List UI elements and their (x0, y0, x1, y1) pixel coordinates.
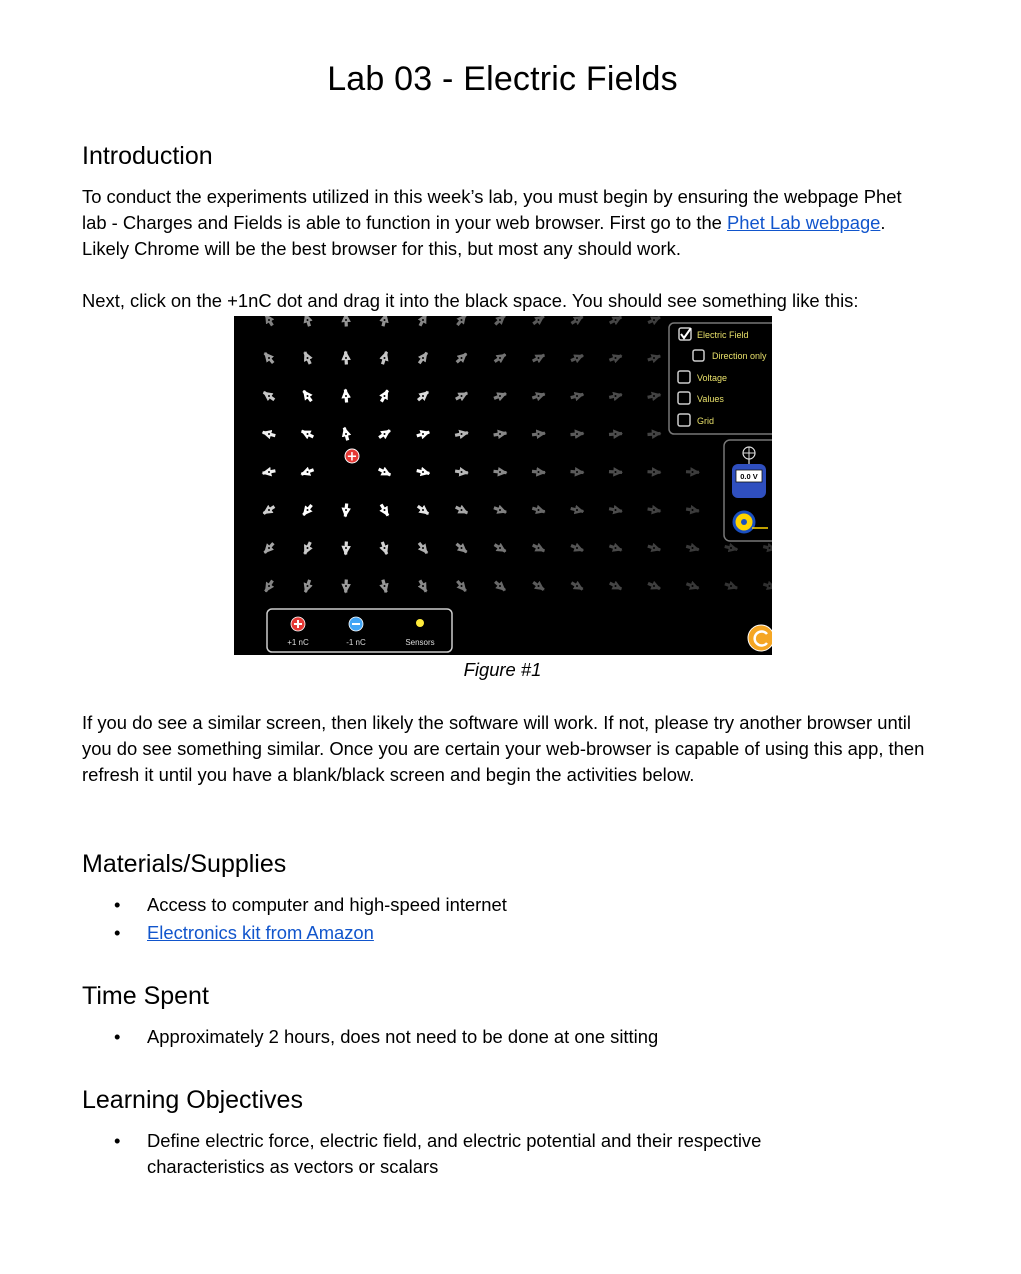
introduction-heading: Introduction (82, 142, 213, 170)
field-vector-pivot (384, 319, 386, 321)
field-vector-arrow (306, 316, 310, 326)
field-vector-pivot (384, 433, 386, 435)
field-vector-pivot (653, 547, 655, 549)
reset-button[interactable] (748, 625, 772, 651)
phet-simulation-figure (234, 316, 772, 655)
field-vector-pivot (422, 471, 424, 473)
field-vector-arrow (346, 316, 347, 327)
list-item (82, 892, 927, 918)
field-vector-pivot (345, 509, 347, 511)
intro-text-2: . Likely Chrome will be the best browser for this, but most any should work. (82, 212, 886, 259)
field-vector-pivot (653, 395, 655, 397)
field-vector-pivot (499, 509, 501, 511)
field-vector-pivot (268, 395, 270, 397)
positive-charge-label: +1 nC (287, 638, 309, 647)
field-vector-pivot (576, 585, 578, 587)
field-vector-pivot (422, 319, 424, 321)
field-vector-pivot (576, 509, 578, 511)
positive-charge-on-canvas[interactable] (345, 449, 359, 465)
field-vector-pivot (499, 471, 501, 473)
field-vector-pivot (461, 357, 463, 359)
field-vector-pivot (422, 433, 424, 435)
field-vector-pivot (461, 319, 463, 321)
list-item (82, 920, 927, 946)
simulation-canvas (234, 316, 772, 655)
field-vector-pivot (538, 509, 540, 511)
field-vector-pivot (268, 319, 270, 321)
field-vector-pivot (692, 585, 694, 587)
field-vector-pivot (730, 585, 732, 587)
field-vector-pivot (730, 547, 732, 549)
sensors-label: Sensors (405, 638, 435, 647)
field-vector-pivot (422, 395, 424, 397)
direction-only-checkbox[interactable] (693, 350, 767, 361)
materials-heading: Materials/Supplies (82, 850, 287, 878)
field-vector-pivot (615, 319, 617, 321)
field-vector-pivot (576, 471, 578, 473)
field-vector-pivot (268, 547, 270, 549)
field-vector-pivot (692, 471, 694, 473)
values-label: Values (697, 394, 724, 404)
materials-list (82, 892, 927, 948)
figure-caption: Figure #1 (463, 659, 542, 680)
field-vector-pivot (461, 547, 463, 549)
field-vector-pivot (461, 509, 463, 511)
field-vector-pivot (422, 585, 424, 587)
field-vector-pivot (345, 547, 347, 549)
field-vector-pivot (576, 395, 578, 397)
field-vector-pivot (576, 319, 578, 321)
field-vector-pivot (461, 433, 463, 435)
field-vector-pivot (538, 395, 540, 397)
bullet: • (114, 894, 121, 915)
field-vector-pivot (307, 319, 309, 321)
bullet: • (114, 922, 121, 943)
time-spent-list (82, 1024, 927, 1052)
measurement-toolbox (724, 440, 772, 541)
field-vector-pivot (653, 509, 655, 511)
field-vector-pivot (268, 471, 270, 473)
field-vector-pivot (345, 433, 347, 435)
values-checkbox[interactable] (678, 392, 724, 404)
field-vector-pivot (345, 319, 347, 321)
charge-plus-sign: + (346, 449, 358, 465)
field-vector-pivot (268, 433, 270, 435)
field-vector-pivot (538, 547, 540, 549)
electric-field-checkbox[interactable] (679, 328, 749, 340)
objectives-list (82, 1128, 927, 1182)
field-vector-pivot (615, 509, 617, 511)
field-vector-pivot (538, 471, 540, 473)
field-vector-pivot (345, 395, 347, 397)
options-panel (669, 323, 772, 434)
field-vector-pivot (307, 433, 309, 435)
field-vector-pivot (268, 585, 270, 587)
page-title: Lab 03 - Electric Fields (327, 60, 678, 98)
field-vector-pivot (461, 471, 463, 473)
field-vector-pivot (499, 319, 501, 321)
field-vector-pivot (499, 395, 501, 397)
field-vector-pivot (615, 547, 617, 549)
field-vector-arrow (383, 316, 386, 326)
field-vector-pivot (769, 547, 771, 549)
charges-toolbox (267, 609, 452, 652)
negative-charge-label: -1 nC (346, 638, 366, 647)
field-vector-pivot (538, 585, 540, 587)
field-vector-pivot (615, 357, 617, 359)
field-vector-pivot (499, 547, 501, 549)
field-vector-pivot (576, 547, 578, 549)
field-vector-pivot (384, 395, 386, 397)
field-vector-pivot (384, 585, 386, 587)
field-vector-pivot (653, 433, 655, 435)
field-vector-pivot (307, 585, 309, 587)
field-vector-pivot (307, 547, 309, 549)
intro-paragraph-1 (82, 184, 927, 262)
field-vector-pivot (499, 585, 501, 587)
electronics-kit-link[interactable]: Electronics kit from Amazon (147, 922, 374, 943)
field-vector-pivot (307, 395, 309, 397)
voltmeter-readout: 0.0 V (740, 472, 758, 481)
field-vector-pivot (538, 319, 540, 321)
objectives-heading: Learning Objectives (82, 1086, 303, 1114)
field-vector-pivot (384, 547, 386, 549)
voltage-label: Voltage (697, 373, 728, 383)
field-vector-pivot (576, 357, 578, 359)
field-vector-pivot (422, 509, 424, 511)
field-vector-pivot (615, 471, 617, 473)
intro-paragraph-3: If you do see a similar screen, then likely the software will work. If not, please try another browser until you do see something similar. Once you are certain your web-browser is capable of using this app, then refresh it until you have a blank/black screen and begin the activities below. (82, 712, 925, 785)
field-vector-pivot (615, 433, 617, 435)
list-item (82, 1024, 927, 1050)
field-vector-pivot (692, 509, 694, 511)
time-spent-heading: Time Spent (82, 982, 209, 1010)
field-vector-pivot (307, 471, 309, 473)
field-vector-pivot (461, 395, 463, 397)
objectives-item: Define electric force, electric field, and electric potential and their respective characteristics as vectors or scalars (147, 1130, 762, 1177)
bullet: • (114, 1026, 121, 1047)
field-vector-pivot (307, 509, 309, 511)
field-vector-pivot (538, 433, 540, 435)
field-vector-pivot (268, 357, 270, 359)
intro-paragraph-2: Next, click on the +1nC dot and drag it into the black space. You should see something like this: (82, 290, 859, 311)
field-vector-pivot (576, 433, 578, 435)
field-vector-pivot (499, 433, 501, 435)
phet-lab-link[interactable]: Phet Lab webpage (727, 212, 881, 233)
bullet: • (114, 1130, 121, 1151)
field-vector-arrow (763, 584, 772, 588)
field-vector-pivot (345, 585, 347, 587)
field-vector-pivot (615, 395, 617, 397)
field-vector-pivot (307, 357, 309, 359)
field-vector-pivot (422, 357, 424, 359)
electric-field-label: Electric Field (697, 330, 749, 340)
field-vector-pivot (653, 319, 655, 321)
field-vector-pivot (384, 471, 386, 473)
field-vector-pivot (653, 471, 655, 473)
field-vector-pivot (653, 585, 655, 587)
field-vector-pivot (268, 509, 270, 511)
field-vector-pivot (461, 585, 463, 587)
intro-text-1: To conduct the experiments utilized in this week’s lab, you must begin by ensuring the webpage Phet lab - Charges and Fields is able to function in your web browser. First go to the (82, 186, 902, 233)
field-vector-pivot (653, 357, 655, 359)
field-vector-pivot (422, 547, 424, 549)
field-vector-pivot (615, 585, 617, 587)
grid-label: Grid (697, 416, 715, 426)
field-vector-pivot (384, 357, 386, 359)
time-spent-item: Approximately 2 hours, does not need to be done at one sitting (147, 1026, 659, 1047)
voltage-checkbox[interactable] (678, 371, 727, 383)
field-vector-pivot (692, 547, 694, 549)
field-vector-arrow (763, 547, 772, 550)
direction-only-label: Direction only (712, 351, 767, 361)
field-vector-pivot (769, 585, 771, 587)
materials-item-1: Access to computer and high-speed internet (147, 894, 507, 915)
field-vector-pivot (384, 509, 386, 511)
field-vector-pivot (499, 357, 501, 359)
field-vector-pivot (538, 357, 540, 359)
list-item (82, 1128, 827, 1180)
field-vector-pivot (345, 357, 347, 359)
